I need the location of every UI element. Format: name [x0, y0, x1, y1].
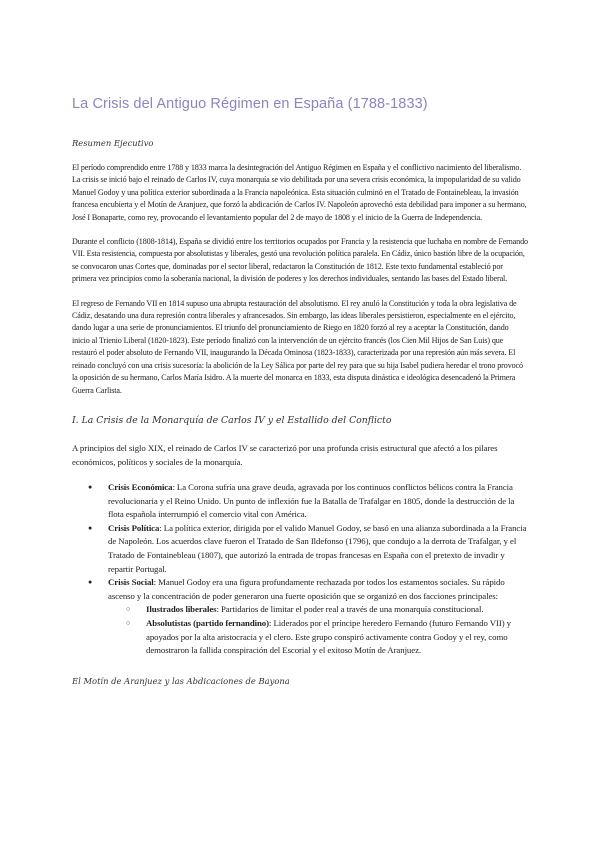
summary-paragraph-3: El regreso de Fernando VII en 1814 supuso una abrupta restauración del absolutismo. El rey anuló la Constitución y toda la obra legislativa de Cádiz, desatando una dura represión contra liberales y afrancesados. Sin embargo, las ideas liberales persistieron, especialmente en el ejército, dando lugar a una serie de pronunciamientos. El triunfo del pronunciamiento de Riego en 1820 forzó al rey a aceptar la Constitución, dando inicio al Trienio Liberal (1820-1823). Este período finalizó con la intervención de un ejército francés (los Cien Mil Hijos de San Luis) que restauró el poder absoluto de Fernando VII, inaugurando la Década Ominosa (1823-1833), caracterizada por una represión aún más severa. El reinado concluyó con una crisis sucesoria: la abolición de la Ley Sálica por parte del rey para que su hija Isabel pudiera heredar el trono provocó la oposición de su hermano, Carlos María Isidro. A la muerte del monarca en 1833, esta disputa dinástica e ideológica desencadenó la Primera Guerra Carlista. — [72, 298, 523, 395]
crisis-list — [72, 481, 528, 658]
list-item — [146, 603, 528, 617]
bullet-term: Crisis Social — [108, 577, 154, 588]
bullet-text: : Manuel Godoy era una figura profundamente rechazada por todos los estamentos sociales. Su rápido ascenso y la concentración de poder generaron una fuerte oposición que se organizó en dos facciones principales: — [108, 577, 505, 601]
bullet-text: : La política exterior, dirigida por el valido Manuel Godoy, se basó en una alianza subordinada a la Francia de Napoleón. Los acuerdos clave fueron el Tratado de San Ildefonso (1796), que condujo a la derrota de Trafalgar, y el Tratado de Fontainebleau (1807), que autorizó la entrada de tropas francesas en España con el pretexto de invadir y repartir Portugal. — [108, 522, 527, 574]
summary-paragraph-2: Durante el conflicto (1808-1814), España se dividió entre los territorios ocupados por Francia y la resistencia que luchaba en nombre de Fernando VII. Esta resistencia, compuesta por absolutistas y liberales, gestó una revolución política paralela. En Cádiz, único bastión libre de la ocupación, se convocaron unas Cortes que, dominadas por el sector liberal, redactaron la Constitución de 1812. Este texto fundamental estableció por primera vez principios como la soberanía nacional, la división de poderes y los derechos individuales, sentando las bases del Estado liberal. — [72, 237, 528, 284]
list-item — [108, 522, 528, 576]
bullet-term: Crisis Política — [108, 522, 160, 533]
sub-bullet-text: : Partidarios de limitar el poder real a través de una monarquía constitucional. — [216, 604, 484, 615]
sub-bullet-term: Ilustrados liberales — [146, 604, 217, 615]
document-title: La Crisis del Antiguo Régimen en España (1788-1833) — [72, 96, 428, 112]
bullet-term: Crisis Económica — [108, 482, 173, 493]
summary-heading: Resumen Ejecutivo — [72, 138, 154, 148]
list-item — [108, 481, 528, 522]
sub-bullet-term: Absolutistas (partido fernandino) — [146, 618, 269, 629]
section-1-intro: A principios del siglo XIX, el reinado de Carlos IV se caracterizó por una profunda crisis estructural que afectó a los pilares económicos, políticos y sociales de la monarquía. — [72, 442, 498, 467]
faction-list — [108, 603, 528, 657]
bullet-text: : La Corona sufría una grave deuda, agravada por los continuos conflictos bélicos contra la Francia revolucionaria y el Reino Unido. Un punto de inflexión fue la Batalla de Trafalgar en 1805, donde la destrucción de la flota española interrumpió el comercio vital con América. — [108, 482, 515, 520]
section-1-heading: I. La Crisis de la Monarquía de Carlos IV y el Estallido del Conflicto — [72, 414, 392, 426]
list-item — [108, 576, 528, 658]
summary-paragraph-1: El período comprendido entre 1788 y 1833 marca la desintegración del Antiguo Régimen en España y el conflictivo nacimiento del liberalismo. La crisis se inició bajo el reinado de Carlos IV, cuya monarquía se vio debilitada por una severa crisis económica, la impopularidad de su valido Manuel Godoy y una política exterior subordinada a la Francia napoleónica. Esta situación culminó en el Tratado de Fontainebleau, la invasión francesa encubierta y el Motín de Aranjuez, que forzó la abdicación de Carlos IV. Napoleón aprovechó esta debilidad para imponer a su hermano, José I Bonaparte, como rey, provocando el levantamiento popular del 2 de mayo de 1808 y el inicio de la Guerra de Independencia. — [72, 163, 527, 222]
list-item — [146, 617, 528, 658]
sub-bullet-text: : Liderados por el príncipe heredero Fernando (futuro Fernando VII) y apoyados por la alta aristocracia y el clero. Este grupo conspiró activamente contra Godoy y el rey, como demostraron la fallida conspiración del Escorial y el exitoso Motín de Aranjuez. — [146, 618, 511, 656]
subsection-heading: El Motín de Aranjuez y las Abdicaciones de Bayona — [72, 675, 290, 686]
